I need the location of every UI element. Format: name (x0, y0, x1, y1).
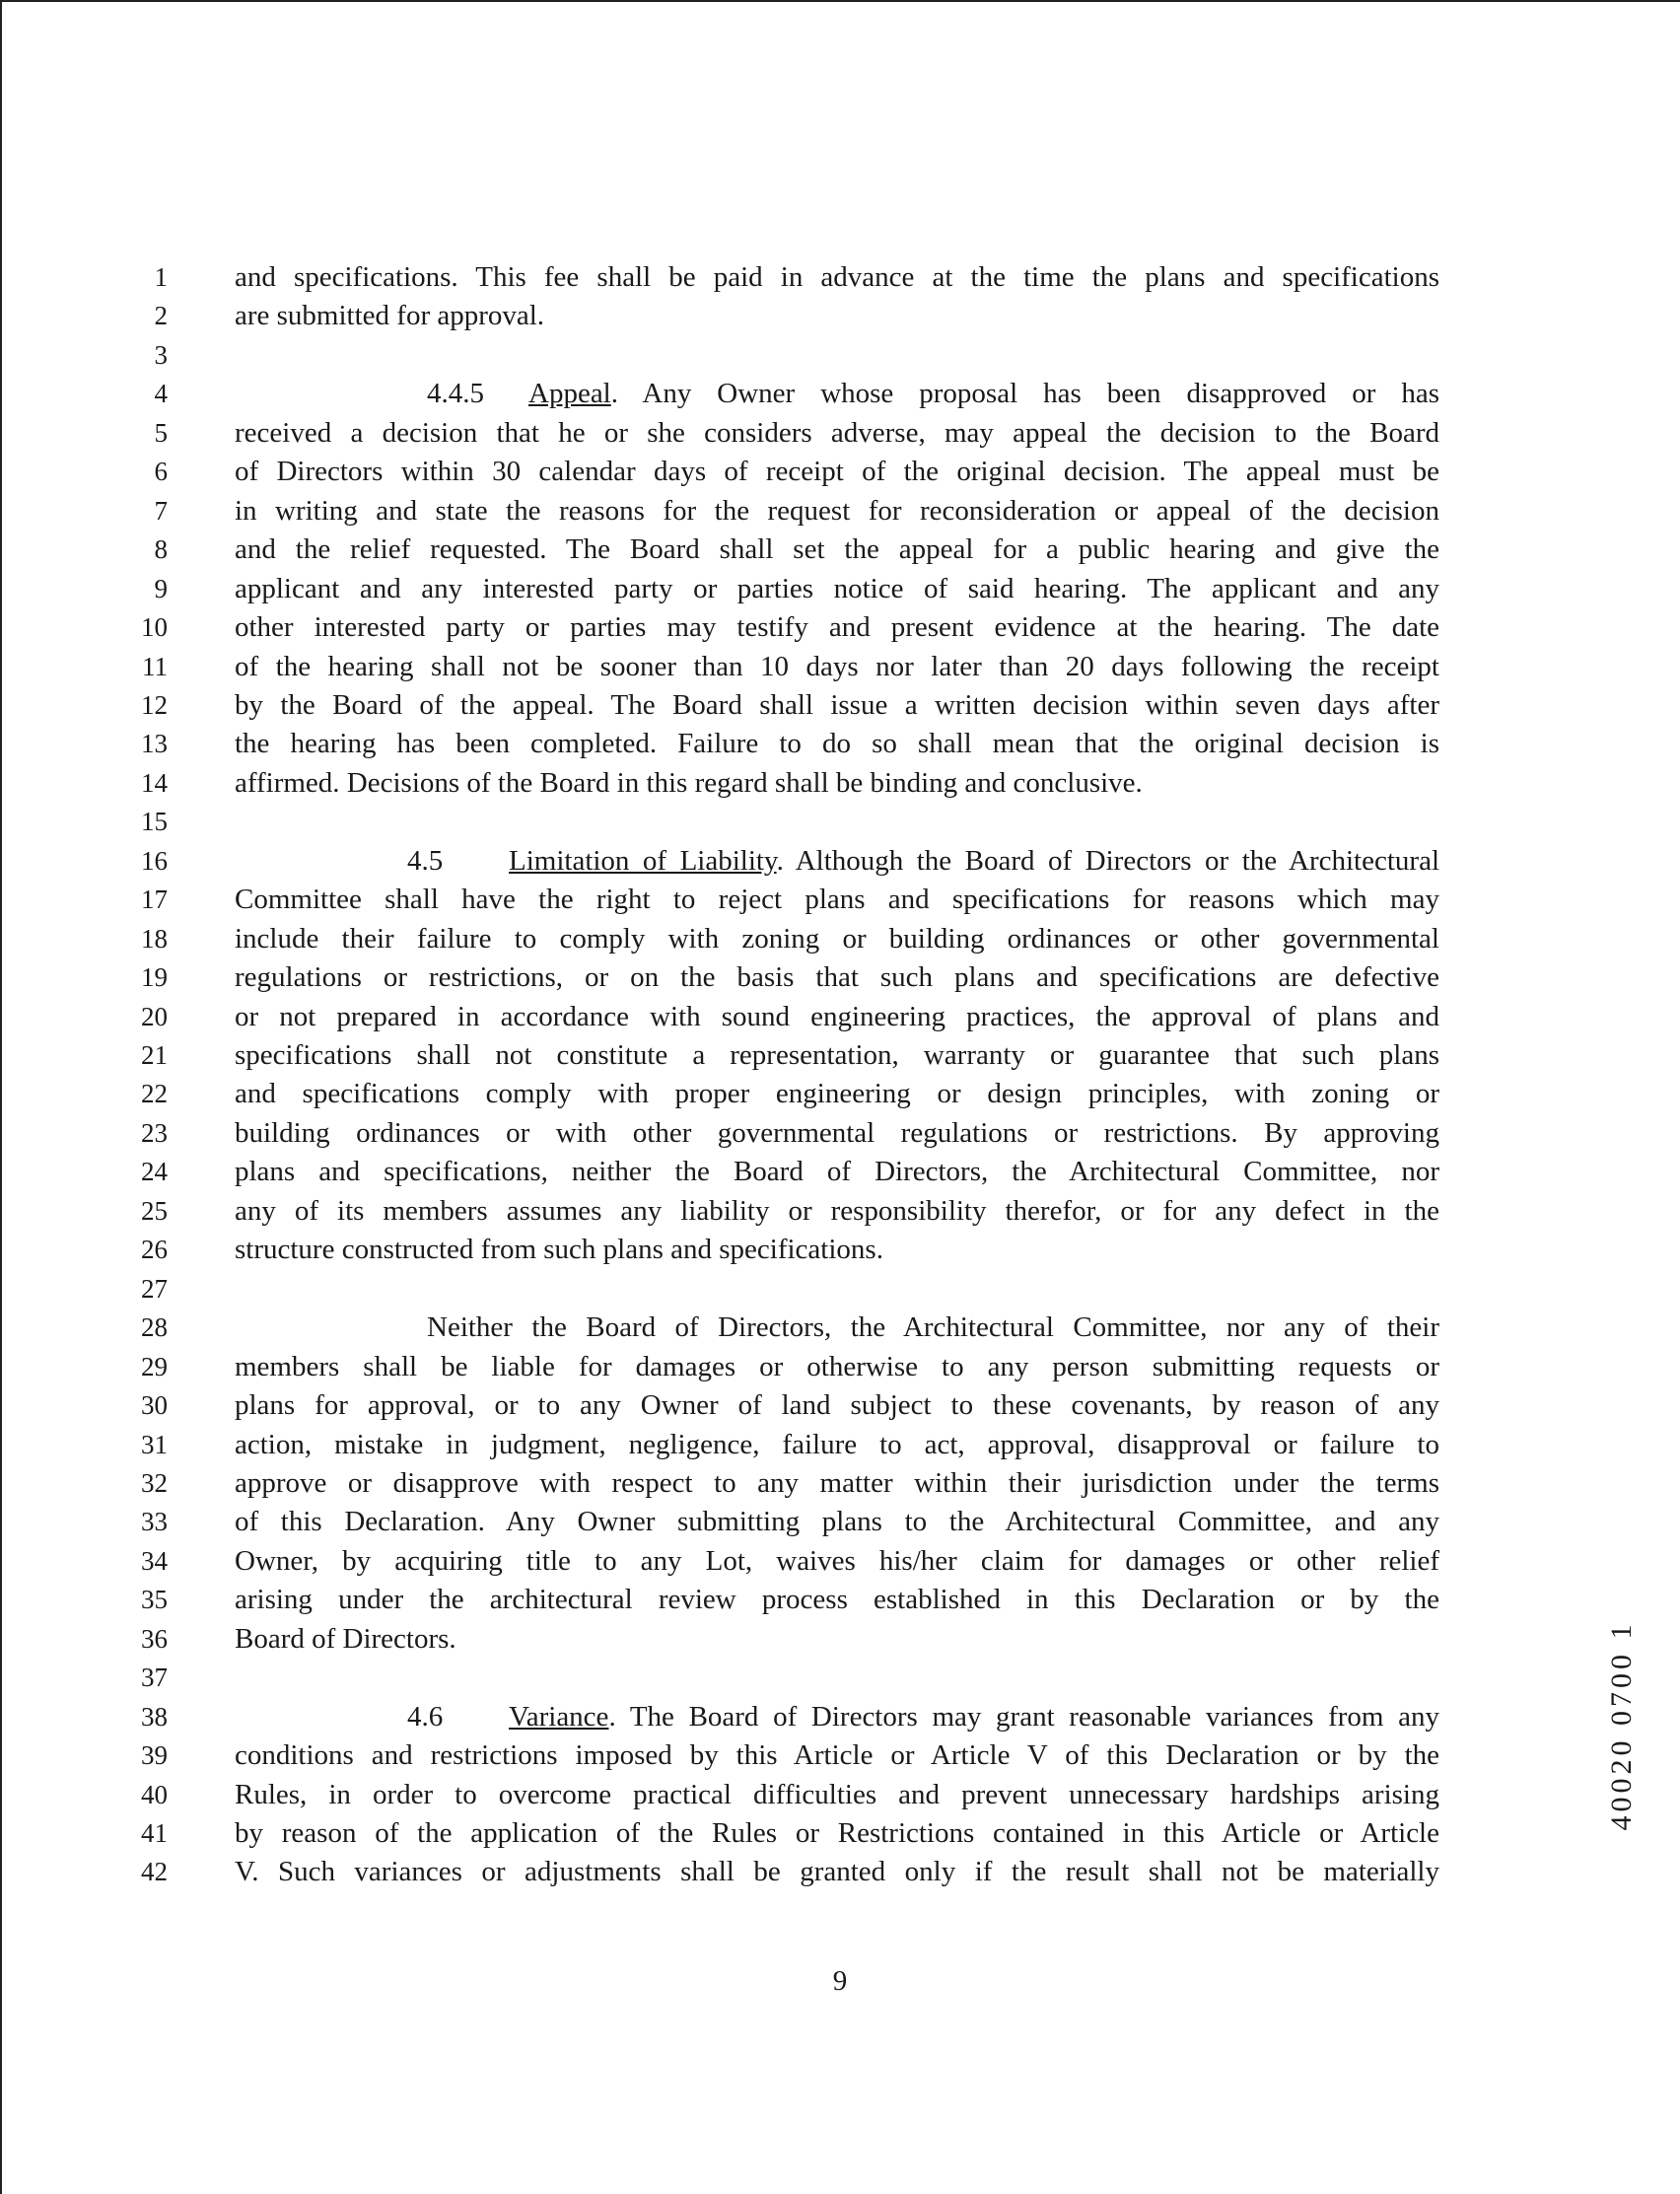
line-number: 12 (141, 689, 168, 720)
text-line (0, 764, 1680, 803)
line-text: building ordinances or with other governmental regulations or restrictions. By approving (235, 1116, 1439, 1149)
line-text: of the hearing shall not be sooner than 10 days nor later than 20 days following the receipt (235, 650, 1439, 682)
text-line (0, 1581, 1680, 1619)
section-heading: Limitation of Liability (509, 844, 777, 877)
line-text: members shall be liable for damages or otherwise to any person submitting requests or (235, 1350, 1439, 1382)
text-line (0, 297, 1680, 335)
paragraph-text: Neither the Board of Directors, the Architectural Committee, nor any of their (427, 1311, 1439, 1344)
text-line (0, 1776, 1680, 1814)
text-line (0, 1114, 1680, 1153)
line-text (235, 1698, 1439, 1736)
line-number: 39 (141, 1740, 168, 1771)
text-line (0, 1853, 1680, 1891)
text-line (0, 1620, 1680, 1659)
line-number: 9 (154, 573, 168, 603)
line-number: 34 (141, 1545, 168, 1576)
line-text: regulations or restrictions, or on the basis that such plans and specifications are defective (235, 961, 1439, 994)
line-text: applicant and any interested party or parties notice of said hearing. The applicant and any (235, 572, 1439, 604)
line-number: 38 (141, 1701, 168, 1732)
line-text: plans for approval, or to any Owner of land subject to these covenants, by reason of any (235, 1389, 1439, 1422)
text-line (0, 1153, 1680, 1191)
page-number: 9 (832, 1965, 848, 1997)
line-text: V. Such variances or adjustments shall be granted only if the result shall not be materially (235, 1856, 1439, 1888)
line-number: 4 (154, 379, 168, 409)
text-line (0, 1386, 1680, 1425)
line-number: 11 (142, 651, 168, 681)
text-line (0, 1270, 1680, 1309)
line-number: 21 (141, 1040, 168, 1070)
line-number: 8 (154, 534, 168, 565)
text-line (0, 725, 1680, 763)
line-text: in writing and state the reasons for the request for reconsideration or appeal of the decision (235, 494, 1439, 527)
line-number: 10 (141, 612, 168, 643)
line-number: 29 (141, 1351, 168, 1381)
line-text: other interested party or parties may testify and present evidence at the hearing. The date (235, 611, 1439, 644)
line-number: 33 (141, 1507, 168, 1537)
line-number: 36 (141, 1623, 168, 1654)
line-number: 25 (141, 1195, 168, 1226)
text-line (0, 881, 1680, 919)
text-line (0, 1464, 1680, 1503)
section-text: . Although the Board of Directors or the Architectural (776, 844, 1439, 877)
scan-top-border (0, 0, 1680, 2)
text-line (0, 920, 1680, 958)
line-number: 16 (141, 845, 168, 876)
line-text: any of its members assumes any liability or responsibility therefor, or for any defect in the (235, 1194, 1439, 1227)
text-line (0, 531, 1680, 569)
text-line (0, 1814, 1680, 1853)
line-text: of this Declaration. Any Owner submitting plans to the Architectural Committee, and any (235, 1506, 1439, 1538)
line-text: Committee shall have the right to reject plans and specifications for reasons which may (235, 884, 1439, 916)
section-heading: Appeal (528, 378, 611, 410)
text-line (0, 1192, 1680, 1231)
text-line (0, 803, 1680, 841)
line-text: and the relief requested. The Board shall set the appeal for a public hearing and give the (235, 533, 1439, 566)
line-text: received a decision that he or she considers adverse, may appeal the decision to the Board (235, 416, 1439, 449)
text-line (0, 686, 1680, 725)
line-text (235, 1309, 1439, 1347)
line-text: arising under the architectural review process established in this Declaration or by the (235, 1584, 1439, 1616)
text-line (0, 648, 1680, 686)
line-number: 23 (141, 1117, 168, 1148)
line-number: 5 (154, 417, 168, 448)
text-line (0, 1426, 1680, 1464)
line-number: 41 (141, 1818, 168, 1848)
line-number: 20 (141, 1001, 168, 1031)
text-line (0, 1036, 1680, 1075)
line-number: 15 (141, 807, 168, 837)
text-line (0, 258, 1680, 297)
section-text: . Any Owner whose proposal has been disapproved or has (610, 378, 1439, 410)
text-line (0, 1231, 1680, 1269)
line-number: 31 (141, 1429, 168, 1459)
text-line (0, 958, 1680, 997)
line-text: action, mistake in judgment, negligence, failure to act, approval, disapproval or failure to (235, 1428, 1439, 1460)
line-text: by reason of the application of the Rules or Restrictions contained in this Article or Article (235, 1817, 1439, 1849)
text-line (0, 1659, 1680, 1697)
line-text: and specifications comply with proper engineering or design principles, with zoning or (235, 1078, 1439, 1110)
line-text: the hearing has been completed. Failure to do so shall mean that the original decision is (235, 728, 1439, 760)
line-text: Owner, by acquiring title to any Lot, waives his/her claim for damages or other relief (235, 1544, 1439, 1577)
section-number: 4.4.5 (427, 378, 484, 410)
line-text: specifications shall not constitute a representation, warranty or guarantee that such plans (235, 1039, 1439, 1071)
text-line (0, 453, 1680, 491)
line-number: 1 (154, 262, 168, 292)
line-text: by the Board of the appeal. The Board shall issue a written decision within seven days after (235, 688, 1439, 721)
line-text: conditions and restrictions imposed by this Article or Article V of this Declaration or by the (235, 1739, 1439, 1772)
line-text: affirmed. Decisions of the Board in this regard shall be binding and conclusive. (235, 766, 1143, 799)
line-number: 17 (141, 885, 168, 915)
section-heading: Variance (509, 1700, 609, 1733)
text-line (0, 608, 1680, 647)
line-number: 26 (141, 1235, 168, 1265)
text-line (0, 1736, 1680, 1775)
text-line (0, 998, 1680, 1036)
line-text (235, 842, 1439, 881)
text-line (0, 414, 1680, 453)
section-number: 4.6 (407, 1700, 444, 1733)
line-number: 27 (141, 1273, 168, 1304)
text-line (0, 375, 1680, 413)
line-number: 42 (141, 1857, 168, 1887)
line-number: 19 (141, 962, 168, 993)
text-line (0, 1503, 1680, 1541)
text-line (0, 1309, 1680, 1347)
line-text: approve or disapprove with respect to any matter within their jurisdiction under the terms (235, 1466, 1439, 1499)
recording-stamp (1602, 1597, 1642, 1854)
line-text: of Directors within 30 calendar days of receipt of the original decision. The appeal must be (235, 456, 1439, 488)
text-line (0, 1075, 1680, 1113)
line-number: 30 (141, 1390, 168, 1421)
text-line (0, 1698, 1680, 1736)
line-text: and specifications. This fee shall be paid in advance at the time the plans and specifications (235, 261, 1439, 293)
line-text: are submitted for approval. (235, 300, 545, 332)
line-text (235, 375, 1439, 413)
line-number: 28 (141, 1312, 168, 1343)
line-number: 35 (141, 1585, 168, 1615)
line-text: Rules, in order to overcome practical difficulties and prevent unnecessary hardships arising (235, 1778, 1439, 1810)
line-number: 7 (154, 495, 168, 526)
line-number: 6 (154, 457, 168, 487)
line-text: include their failure to comply with zoning or building ordinances or other governmental (235, 922, 1439, 955)
text-line (0, 1542, 1680, 1581)
line-text: or not prepared in accordance with sound engineering practices, the approval of plans and (235, 1000, 1439, 1032)
line-number: 24 (141, 1157, 168, 1187)
line-number: 18 (141, 923, 168, 954)
text-line (0, 570, 1680, 608)
text-line (0, 1348, 1680, 1386)
line-number: 22 (141, 1079, 168, 1109)
section-number: 4.5 (407, 844, 444, 877)
line-number: 37 (141, 1663, 168, 1693)
line-number: 32 (141, 1467, 168, 1498)
line-number: 3 (154, 339, 168, 370)
line-number: 2 (154, 301, 168, 331)
line-text: structure constructed from such plans and specifications. (235, 1234, 883, 1266)
recording-stamp-text: 40020 0700 1 (1605, 1620, 1638, 1831)
text-line (0, 842, 1680, 881)
section-text: . The Board of Directors may grant reasonable variances from any (608, 1700, 1439, 1733)
line-number: 13 (141, 729, 168, 759)
line-text: plans and specifications, neither the Board of Directors, the Architectural Committee, nor (235, 1156, 1439, 1188)
line-text: Board of Directors. (235, 1622, 456, 1655)
line-number: 40 (141, 1779, 168, 1809)
text-line (0, 492, 1680, 531)
text-line (0, 336, 1680, 375)
line-number: 14 (141, 767, 168, 798)
